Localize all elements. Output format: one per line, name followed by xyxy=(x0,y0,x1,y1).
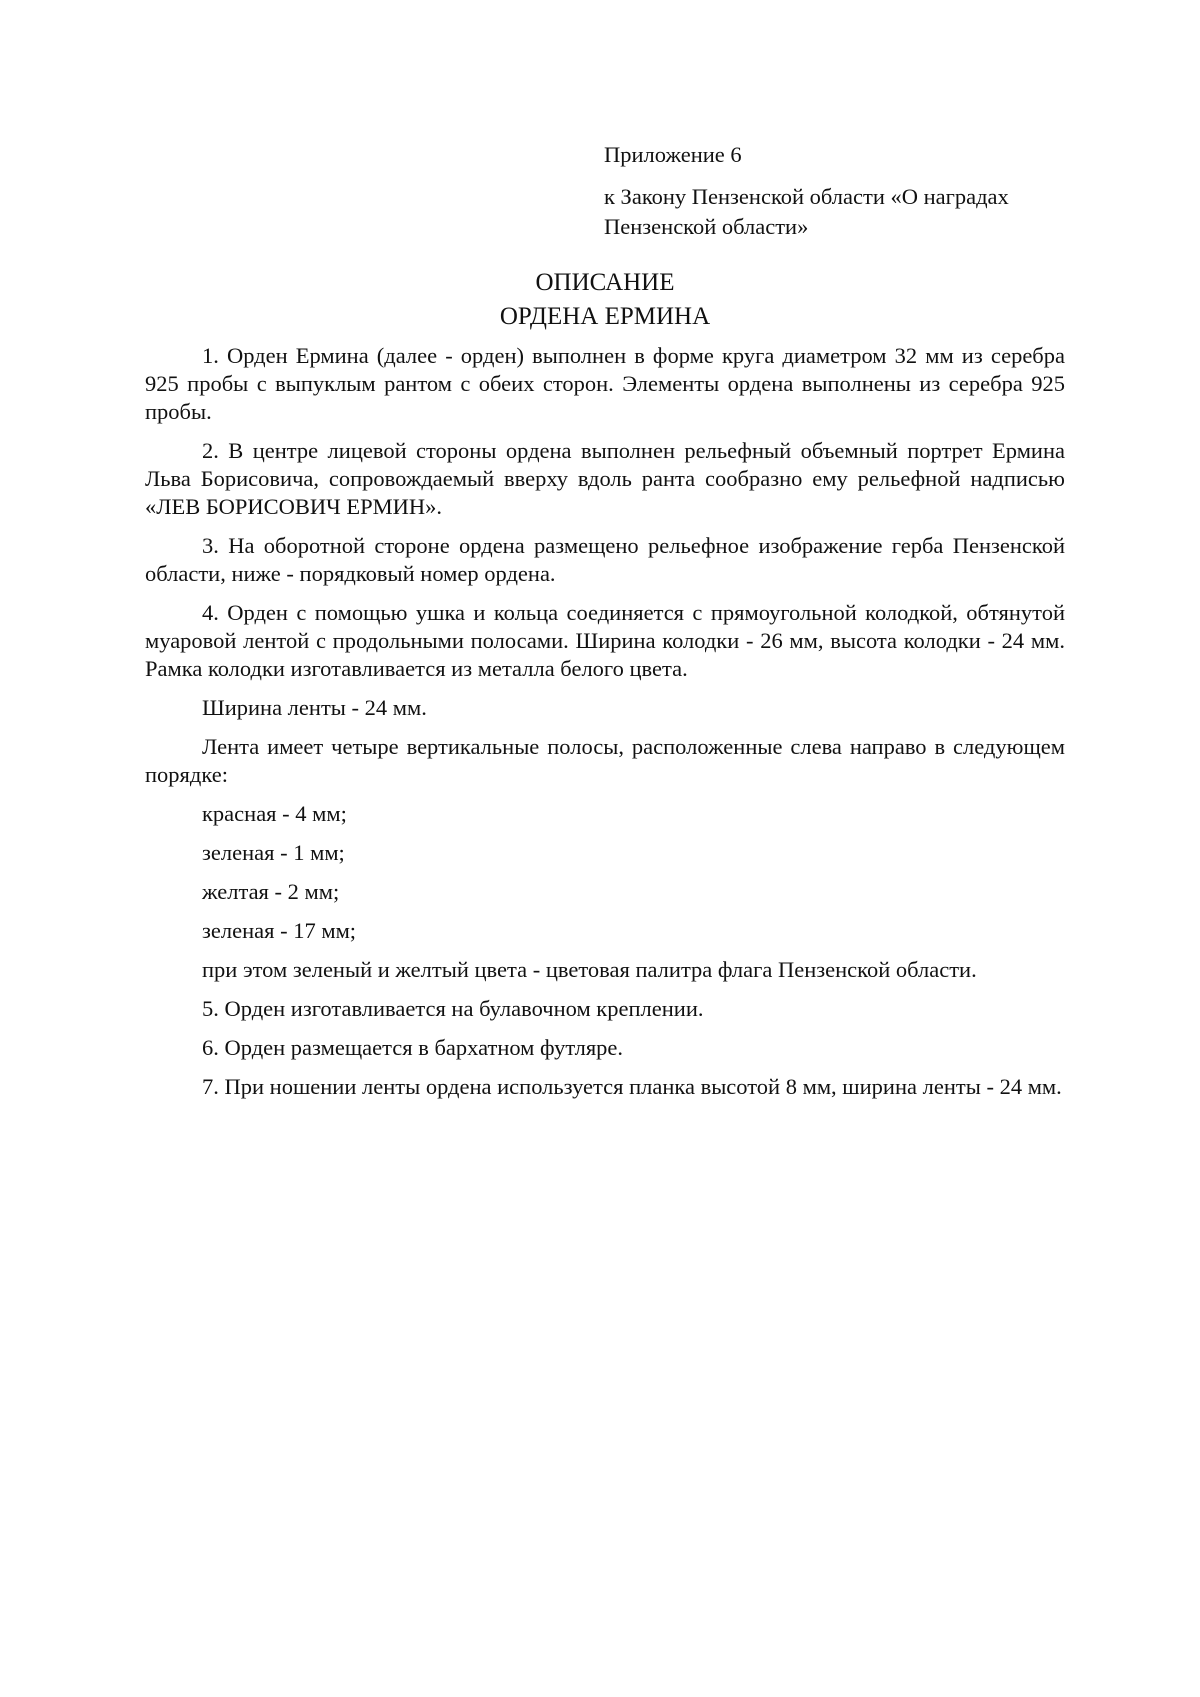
paragraph-4: 4. Орден с помощью ушка и кольца соединяется с прямоугольной колодкой, обтянутой муаровой лентой с продольными полосами. Ширина колодки - 26 мм, высота колодки - 24 мм. Рамка колодки изготавливается из металла белого цвета. xyxy=(145,600,1065,681)
appendix-number: Приложение 6 xyxy=(604,142,742,167)
paragraph-5: 5. Орден изготавливается на булавочном креплении. xyxy=(202,996,704,1021)
title-line-1: ОПИСАНИЕ xyxy=(535,269,675,296)
ribbon-stripes-intro: Лента имеет четыре вертикальные полосы, расположенные слева направо в следующем порядке: xyxy=(145,734,1065,787)
stripe-green-2: зеленая - 17 мм; xyxy=(202,918,357,943)
stripe-red: красная - 4 мм; xyxy=(202,801,347,826)
appendix-header xyxy=(604,140,1084,242)
paragraph-2: 2. В центре лицевой стороны ордена выполнен рельефный объемный портрет Ермина Льва Борисовича, сопровождаемый вверху вдоль ранта сообразно ему рельефной надписью «ЛЕВ БОРИСОВИЧ ЕРМИН». xyxy=(145,438,1065,519)
appendix-reference: к Закону Пензенской области «О наградах Пензенской области» xyxy=(604,184,1009,239)
document-body xyxy=(145,342,1065,1112)
ribbon-width: Ширина ленты - 24 мм. xyxy=(202,695,427,720)
paragraph-7: 7. При ношении ленты ордена используется планка высотой 8 мм, ширина ленты - 24 мм. xyxy=(202,1074,1062,1099)
title-line-2: ОРДЕНА ЕРМИНА xyxy=(499,303,711,330)
paragraph-3: 3. На оборотной стороне ордена размещено рельефное изображение герба Пензенской области, ниже - порядковый номер ордена. xyxy=(145,533,1065,586)
paragraph-6: 6. Орден размещается в бархатном футляре. xyxy=(202,1035,624,1060)
paragraph-1: 1. Орден Ермина (далее - орден) выполнен в форме круга диаметром 32 мм из серебра 925 пробы с выпуклым рантом с обеих сторон. Элементы ордена выполнены из серебра 925 пробы. xyxy=(145,343,1065,424)
flag-palette-note: при этом зеленый и желтый цвета - цветовая палитра флага Пензенской области. xyxy=(202,957,977,982)
stripe-yellow: желтая - 2 мм; xyxy=(202,879,340,904)
document-title xyxy=(145,266,1065,334)
stripe-green-1: зеленая - 1 мм; xyxy=(202,840,345,865)
